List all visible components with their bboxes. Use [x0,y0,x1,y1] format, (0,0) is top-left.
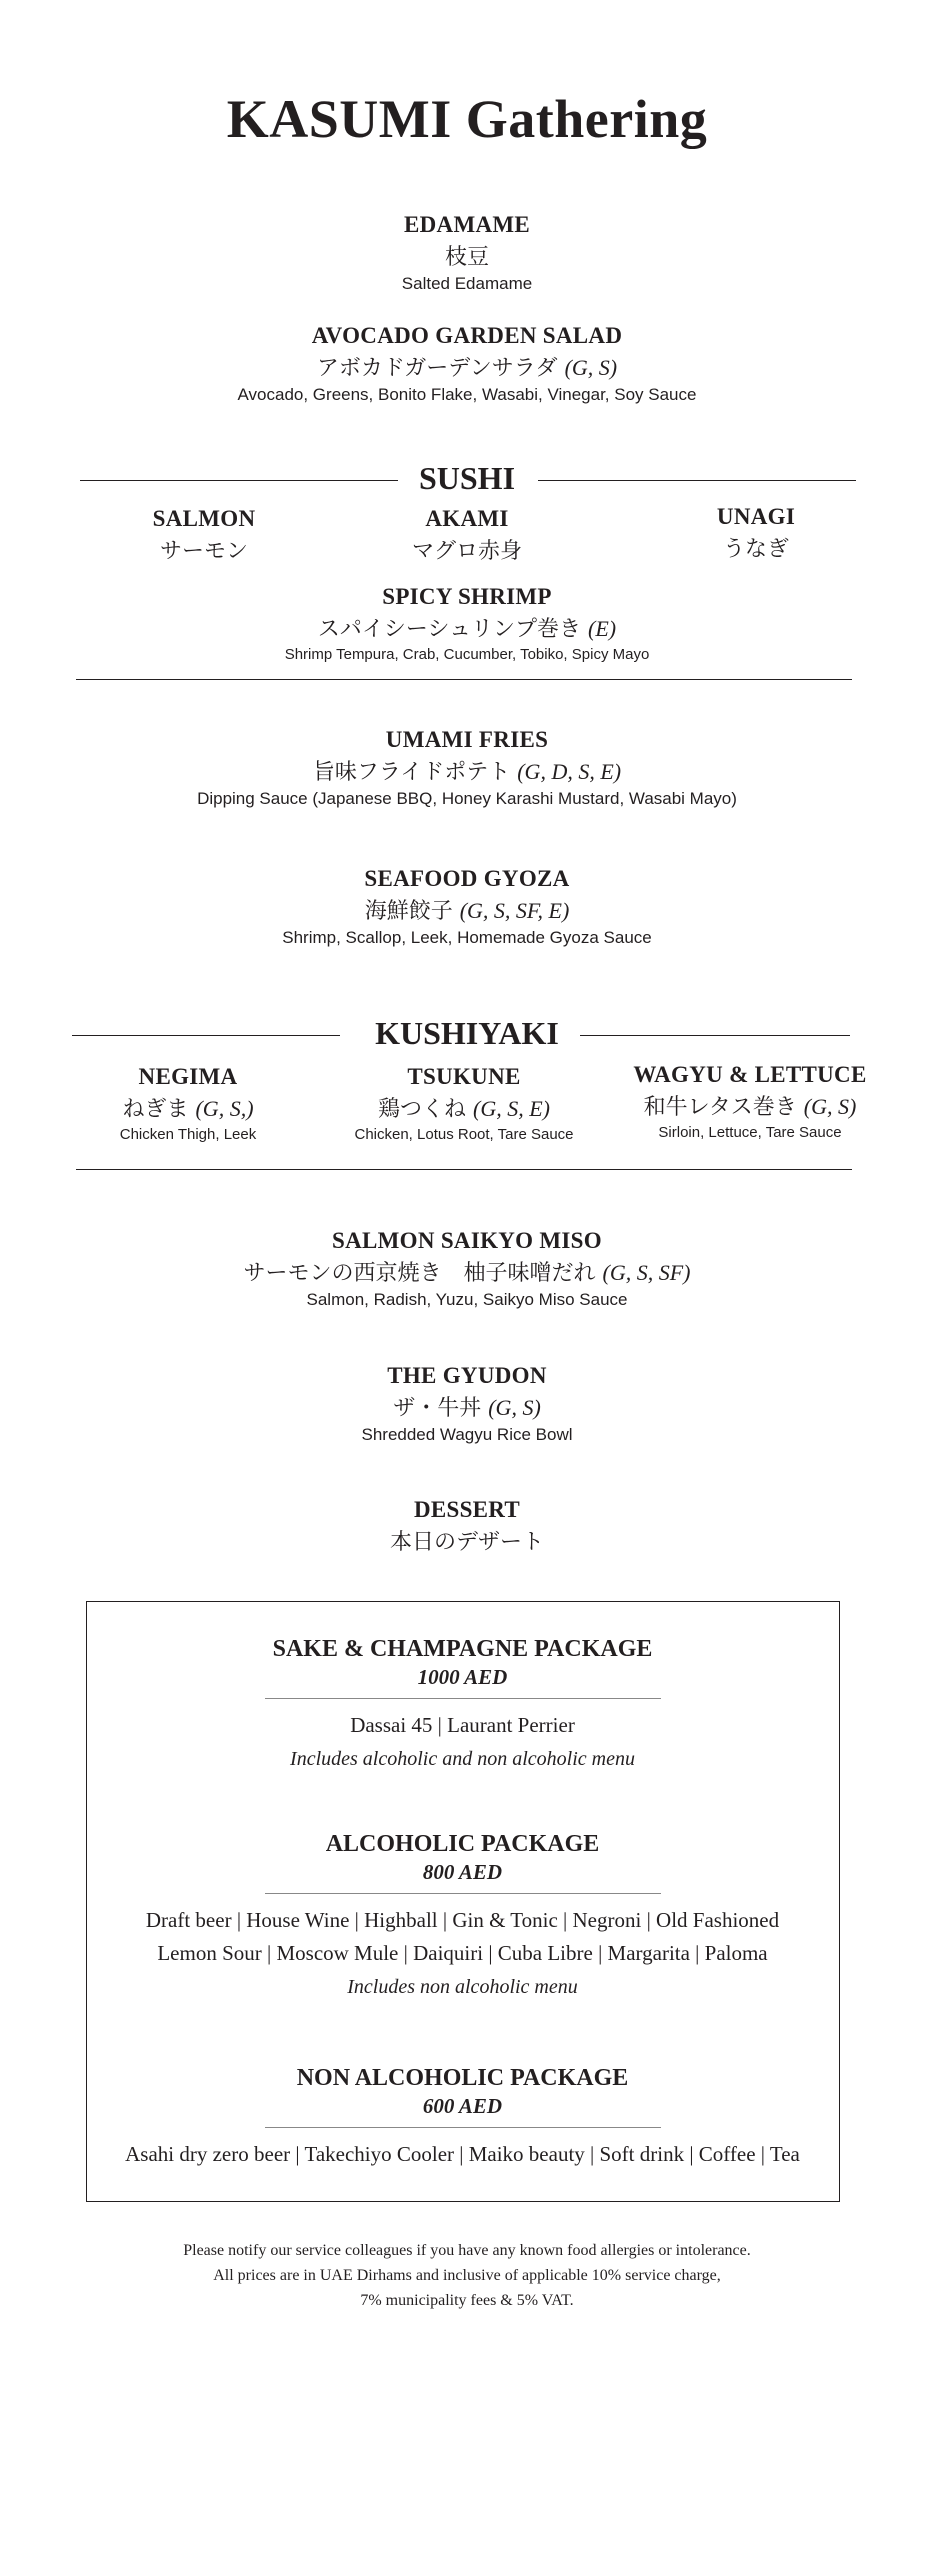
allergen-codes: (G, D, S, E) [517,759,622,784]
item-name: EDAMAME [403,212,531,237]
package-drinks: Draft beer | House Wine | Highball | Gin & Tonic | Negroni | Old Fashioned [145,1908,780,1932]
item-japanese-name: 旨味フライドポテト (G, D, S, E) [312,759,622,785]
allergen-codes: (E) [588,616,617,641]
menu-item-spicy-shrimp [0,584,934,663]
package-divider [265,2127,661,2128]
section-divider [76,1169,852,1170]
item-japanese-name: 海鮮餃子 (G, S, SF, E) [364,898,570,924]
package-sake-champagne [87,1636,838,1771]
package-drinks: Dassai 45 | Laurant Perrier [350,1713,575,1737]
allergen-codes: (G, S) [488,1395,541,1420]
item-description: Salted Edamame [401,274,533,293]
menu-item-unagi [636,504,876,563]
item-name: SALMON [152,506,256,531]
item-name: DESSERT [413,1497,521,1522]
menu-item-umami-fries [0,727,934,809]
item-name: NEGIMA [138,1064,238,1089]
package-divider [265,1893,661,1894]
menu-item-salmon-saikyo-miso [0,1228,934,1310]
section-title: SUSHI [418,460,516,496]
section-title: KUSHIYAKI [375,1015,559,1051]
item-description: Shrimp Tempura, Crab, Cucumber, Tobiko, Spicy Mayo [284,646,650,663]
package-price: 800 AED [422,1860,503,1884]
menu-item-avocado-garden-salad [0,323,934,405]
menu-item-salmon [84,506,324,565]
footer-line: All prices are in UAE Dirhams and inclusive of applicable 10% service charge, [213,2267,721,2284]
allergen-codes: (G, S, E) [473,1096,550,1121]
package-drinks: Lemon Sour | Moscow Mule | Daiquiri | Cuba Libre | Margarita | Paloma [157,1941,768,1965]
item-japanese-name: サーモン [159,539,248,564]
package-name: ALCOHOLIC PACKAGE [325,1831,600,1857]
menu-item-seafood-gyoza [0,866,934,948]
item-name: UNAGI [716,504,796,529]
allergen-codes: (G, S) [564,355,618,380]
item-description: Shredded Wagyu Rice Bowl [361,1425,573,1444]
section-heading-sushi [0,460,934,500]
menu-item-edamame [0,212,934,294]
item-japanese-name: スパイシーシュリンプ巻き (E) [317,616,617,642]
menu-item-wagyu-lettuce [610,1062,890,1141]
item-description: Chicken, Lotus Root, Tare Sauce [354,1126,574,1143]
item-japanese-name: 和牛レタス巻き (G, S) [643,1094,857,1120]
package-price: 600 AED [422,2094,503,2118]
allergen-codes: (G, S,) [195,1096,254,1121]
item-japanese-name: 本日のデザート [389,1530,544,1555]
allergy-pricing-notice [0,2238,934,2313]
item-name: AVOCADO GARDEN SALAD [311,323,623,348]
item-description: Avocado, Greens, Bonito Flake, Wasabi, Vinegar, Soy Sauce [237,385,697,404]
item-description: Chicken Thigh, Leek [119,1126,257,1143]
page-title: KASUMI Gathering [226,89,708,149]
item-description: Dipping Sauce (Japanese BBQ, Honey Karashi Mustard, Wasabi Mayo) [197,789,737,808]
section-heading-kushiyaki [0,1015,934,1055]
item-name: SALMON SAIKYO MISO [332,1228,602,1253]
allergen-codes: (G, S, SF) [602,1260,691,1285]
menu-item-tsukune [324,1064,604,1143]
package-drinks: Asahi dry zero beer | Takechiyo Cooler | Maiko beauty | Soft drink | Coffee | Tea [125,2142,800,2166]
package-divider [265,1698,661,1699]
package-name: SAKE & CHAMPAGNE PACKAGE [272,1636,653,1662]
item-description: Sirloin, Lettuce, Tare Sauce [658,1124,842,1141]
item-japanese-name: ねぎま (G, S,) [122,1096,254,1122]
item-name: UMAMI FRIES [385,727,549,752]
package-price: 1000 AED [417,1665,508,1689]
package-note: Includes alcoholic and non alcoholic menu [290,1748,635,1770]
item-japanese-name: 枝豆 [444,245,489,270]
menu-item-the-gyudon [0,1363,934,1445]
package-non-alcoholic [87,2065,838,2167]
item-japanese-name: 鶏つくね (G, S, E) [378,1096,550,1122]
section-divider [76,679,852,680]
item-japanese-name: アボカドガーデンサラダ (G, S) [316,355,618,381]
item-name: TSUKUNE [407,1064,521,1089]
package-note: Includes non alcoholic menu [347,1976,578,1998]
item-name: WAGYU & LETTUCE [633,1062,867,1087]
package-name: NON ALCOHOLIC PACKAGE [296,2065,629,2091]
footer-line: 7% municipality fees & 5% VAT. [360,2292,574,2309]
drinks-packages-box [86,1601,840,2202]
allergen-codes: (G, S, SF, E) [459,898,570,923]
menu-item-negima [68,1064,308,1143]
item-name: AKAMI [425,506,509,531]
item-japanese-name: ザ・牛丼 (G, S) [393,1395,541,1421]
allergen-codes: (G, S) [803,1094,857,1119]
menu-item-dessert [0,1497,934,1556]
item-japanese-name: サーモンの西京焼き 柚子味噌だれ (G, S, SF) [243,1260,691,1286]
item-japanese-name: うなぎ [722,537,789,562]
package-alcoholic [87,1831,838,1999]
menu-item-akami [347,506,587,565]
footer-line: Please notify our service colleagues if you have any known food allergies or intolerance. [183,2242,751,2259]
item-name: SPICY SHRIMP [382,584,552,609]
item-name: THE GYUDON [387,1363,547,1388]
item-description: Salmon, Radish, Yuzu, Saikyo Miso Sauce [306,1290,628,1309]
item-japanese-name: マグロ赤身 [411,539,522,564]
item-name: SEAFOOD GYOZA [364,866,570,891]
item-description: Shrimp, Scallop, Leek, Homemade Gyoza Sauce [282,928,652,947]
